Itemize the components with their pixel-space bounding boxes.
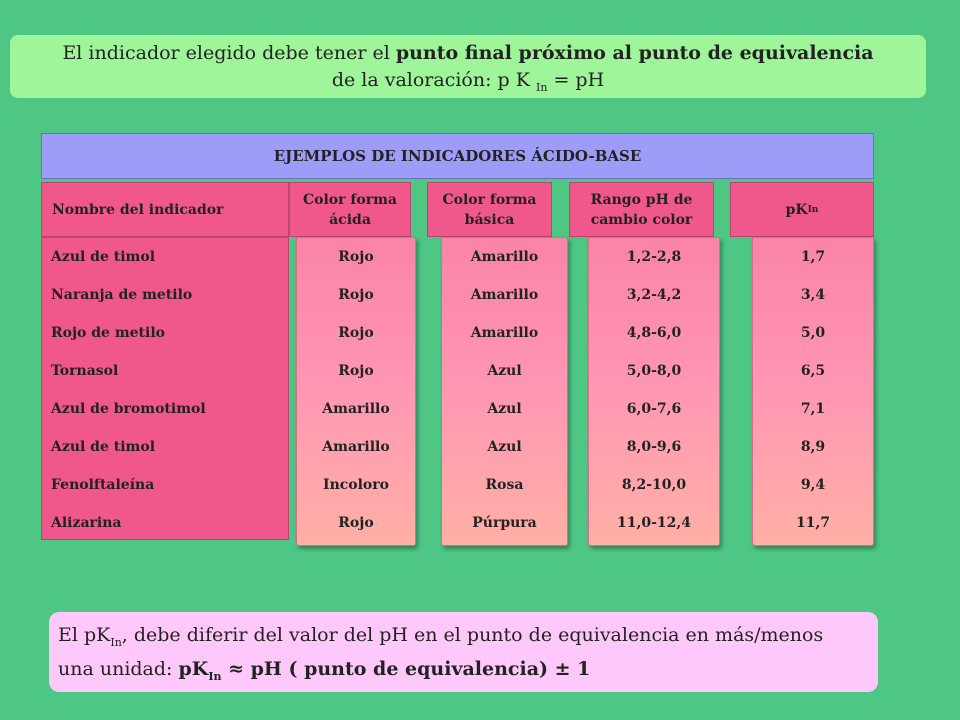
cell-acid-color: Rojo (338, 363, 374, 379)
column-acid-color (296, 237, 416, 546)
cell-acid-color: Amarillo (322, 401, 390, 417)
bottom-note-formula-end: ≈ pH ( punto de equivalencia) ± 1 (221, 657, 591, 680)
cell-basic-color: Azul (487, 439, 522, 455)
bottom-note-formula-sub: In (208, 669, 222, 683)
cell-ph-range: 3,2-4,2 (626, 287, 682, 303)
top-note (10, 35, 926, 98)
bottom-note-text-cont: , debe diferir del valor del pH en el punto de equivalencia en más/menos (121, 624, 824, 646)
cell-indicator-name: Alizarina (51, 515, 122, 531)
cell-ph-range: 6,0-7,6 (626, 401, 682, 417)
column-ph-range (588, 237, 720, 546)
bottom-note-text-2: una unidad: (58, 657, 179, 680)
cell-basic-color: Amarillo (470, 249, 539, 265)
header-pk-text: pK (785, 201, 808, 218)
header-basic-color: Color forma básica (427, 182, 552, 237)
top-note-formula-end: = pH (547, 69, 605, 91)
cell-indicator-name: Tornasol (51, 363, 119, 379)
header-name: Nombre del indicador (41, 182, 289, 237)
column-basic-color (441, 237, 568, 546)
column-pk (752, 237, 874, 546)
cell-indicator-name: Naranja de metilo (51, 287, 193, 303)
cell-pk-value: 8,9 (800, 439, 826, 455)
cell-ph-range: 4,8-6,0 (626, 325, 682, 341)
cell-indicator-name: Fenolftaleína (51, 477, 155, 493)
bottom-note-line-2 (58, 656, 878, 690)
top-note-formula: de la valoración: p K (331, 69, 536, 91)
cell-indicator-name: Rojo de metilo (51, 325, 165, 341)
bottom-note (49, 612, 878, 692)
cell-acid-color: Amarillo (322, 439, 390, 455)
cell-pk-value: 6,5 (800, 363, 826, 379)
cell-pk-value: 1,7 (800, 249, 826, 265)
column-indicator-names (41, 237, 289, 540)
cell-acid-color: Rojo (338, 249, 374, 265)
cell-acid-color: Rojo (338, 515, 374, 531)
top-note-text: El indicador elegido debe tener el (62, 42, 396, 64)
cell-ph-range: 8,2-10,0 (621, 477, 687, 493)
cell-acid-color: Rojo (338, 287, 374, 303)
header-acid-color: Color forma ácida (289, 182, 411, 237)
bottom-note-text: El pK (58, 624, 111, 646)
cell-basic-color: Amarillo (470, 325, 539, 341)
cell-acid-color: Rojo (338, 325, 374, 341)
cell-basic-color: Púrpura (472, 515, 537, 531)
cell-acid-color: Incoloro (323, 477, 389, 493)
header-range: Rango pH de cambio color (569, 182, 714, 237)
cell-pk-value: 7,1 (800, 401, 826, 417)
bottom-note-subscript: In (110, 635, 122, 649)
cell-ph-range: 8,0-9,6 (626, 439, 682, 455)
cell-basic-color: Azul (487, 363, 522, 379)
cell-basic-color: Rosa (485, 477, 524, 493)
cell-pk-value: 3,4 (800, 287, 826, 303)
cell-indicator-name: Azul de timol (51, 249, 156, 265)
top-note-line-1 (10, 40, 926, 67)
top-note-bold: punto final próximo al punto de equivalencia (395, 42, 874, 64)
bottom-note-formula: pK (178, 657, 209, 680)
cell-pk-value: 9,4 (800, 477, 826, 493)
bottom-note-line-1 (58, 622, 878, 656)
header-pk-sub: In (807, 204, 819, 215)
cell-pk-value: 5,0 (800, 325, 826, 341)
cell-ph-range: 5,0-8,0 (626, 363, 682, 379)
cell-indicator-name: Azul de timol (51, 439, 156, 455)
cell-ph-range: 11,0-12,4 (616, 515, 691, 531)
cell-basic-color: Azul (487, 401, 522, 417)
header-pk (730, 182, 874, 237)
top-note-subscript: In (535, 80, 548, 94)
cell-basic-color: Amarillo (470, 287, 539, 303)
cell-pk-value: 11,7 (795, 515, 831, 531)
table-title: EJEMPLOS DE INDICADORES ÁCIDO-BASE (41, 133, 874, 179)
cell-indicator-name: Azul de bromotimol (51, 401, 206, 417)
top-note-line-2 (10, 67, 926, 101)
cell-ph-range: 1,2-2,8 (626, 249, 682, 265)
